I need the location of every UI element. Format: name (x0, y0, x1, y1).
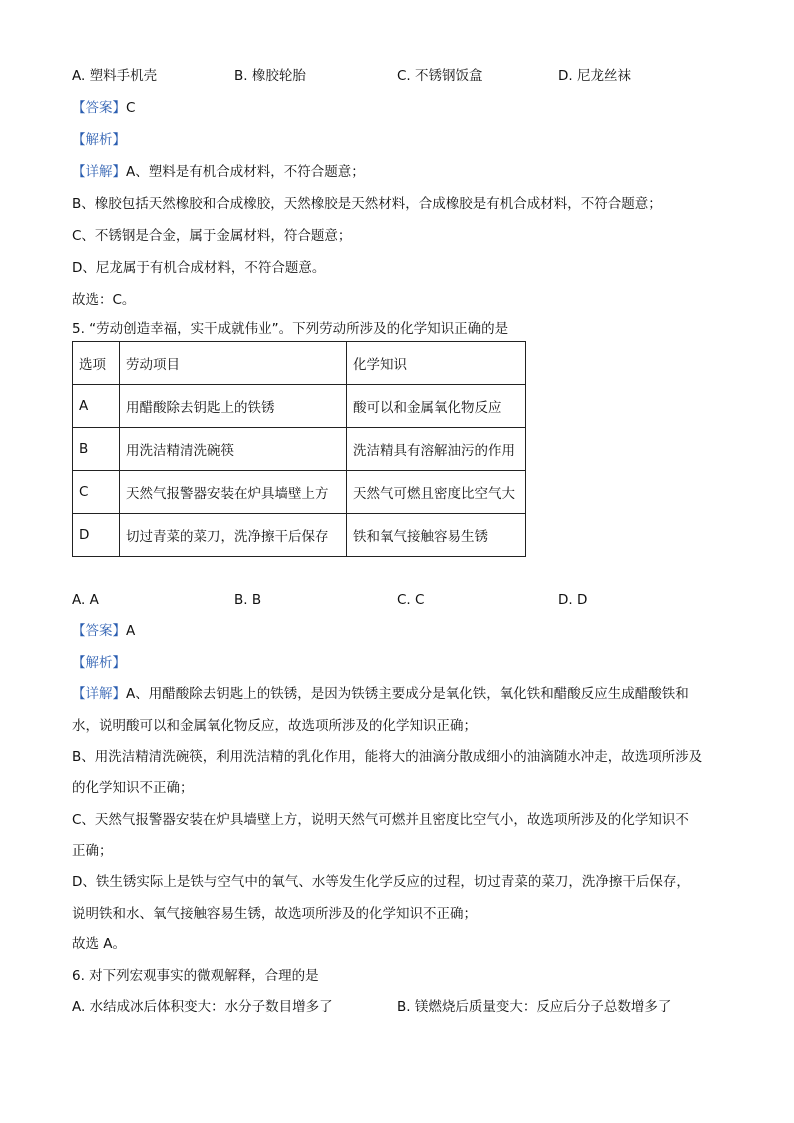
table-cell: 洗洁精具有溶解油污的作用 (347, 428, 526, 471)
q4-option-a: A. 塑料手机壳 (72, 68, 158, 84)
q5-answer (72, 622, 135, 640)
q5-detail-line: 水，说明酸可以和金属氧化物反应，故选项所涉及的化学知识正确； (72, 718, 477, 734)
answer-value: A (126, 623, 136, 639)
q5-detail-line: C、天然气报警器安装在炉具墙壁上方，说明天然气可燃并且密度比空气小，故选项所涉及的化学知识不 (72, 812, 689, 828)
table-cell: 酸可以和金属氧化物反应 (347, 385, 526, 428)
q5-conclusion: 故选 A。 (72, 936, 127, 952)
q5-option-c: C. C (397, 592, 425, 608)
table-header-cell: 化学知识 (347, 342, 526, 385)
table-row (73, 471, 526, 514)
q5-option-a: A. A (72, 592, 99, 608)
q5-stem: 5. “劳动创造幸福，实干成就伟业”。下列劳动所涉及的化学知识正确的是 (72, 321, 509, 337)
q5-detail-line: 正确； (72, 843, 113, 859)
answer-value: C (126, 100, 136, 116)
q6-stem: 6. 对下列宏观事实的微观解释，合理的是 (72, 968, 319, 984)
q4-detail-line: B、橡胶包括天然橡胶和合成橡胶，天然橡胶是天然材料，合成橡胶是有机合成材料，不符合题意； (72, 196, 662, 212)
q5-detail-line (72, 685, 689, 703)
q4-option-c: C. 不锈钢饭盒 (397, 68, 483, 84)
q5-detail-line: D、铁生锈实际上是铁与空气中的氧气、水等发生化学反应的过程，切过青菜的菜刀，洗净擦干后保存， (72, 874, 690, 890)
table-cell: 天然气可燃且密度比空气大 (347, 471, 526, 514)
q5-option-d: D. D (558, 592, 588, 608)
answer-label: 【答案】 (72, 100, 126, 116)
q6-option-a: A. 水结成冰后体积变大：水分子数目增多了 (72, 999, 333, 1015)
q4-conclusion: 故选：C。 (72, 292, 136, 308)
q6-option-b: B. 镁燃烧后质量变大：反应后分子总数增多了 (397, 999, 672, 1015)
table-header-cell: 选项 (73, 342, 120, 385)
q4-analysis-label: 【解析】 (72, 132, 126, 148)
q5-detail-line: B、用洗洁精清洗碗筷，利用洗洁精的乳化作用，能将大的油滴分散成细小的油滴随水冲走，故选项所涉及 (72, 749, 703, 765)
q5-analysis-label: 【解析】 (72, 655, 126, 671)
detail-label: 【详解】 (72, 164, 126, 180)
q5-table (72, 341, 526, 557)
table-cell: 切过青菜的菜刀，洗净擦干后保存 (120, 514, 347, 557)
table-header-row (73, 342, 526, 385)
q4-option-b: B. 橡胶轮胎 (234, 68, 306, 84)
q5-option-b: B. B (234, 592, 262, 608)
q4-option-d: D. 尼龙丝袜 (558, 68, 631, 84)
q4-detail-line: C、不锈钢是合金，属于金属材料，符合题意； (72, 228, 352, 244)
table-cell: 铁和氧气接触容易生锈 (347, 514, 526, 557)
q5-detail-line: 的化学知识不正确； (72, 780, 194, 796)
q4-answer (72, 99, 135, 117)
q4-detail-line (72, 163, 365, 181)
table-cell: B (73, 428, 120, 471)
table-row (73, 385, 526, 428)
detail-text: A、塑料是有机合成材料，不符合题意； (126, 164, 365, 180)
table-cell: 用洗洁精清洗碗筷 (120, 428, 347, 471)
table-cell: 天然气报警器安装在炉具墙壁上方 (120, 471, 347, 514)
answer-label: 【答案】 (72, 623, 126, 639)
detail-label: 【详解】 (72, 686, 126, 702)
q5-detail-line: 说明铁和水、氧气接触容易生锈，故选项所涉及的化学知识不正确； (72, 906, 477, 922)
table-row (73, 514, 526, 557)
table-cell: 用醋酸除去钥匙上的铁锈 (120, 385, 347, 428)
table-cell: A (73, 385, 120, 428)
table-header-cell: 劳动项目 (120, 342, 347, 385)
detail-text: A、用醋酸除去钥匙上的铁锈，是因为铁锈主要成分是氧化铁，氧化铁和醋酸反应生成醋酸铁和 (126, 686, 689, 702)
q4-detail-line: D、尼龙属于有机合成材料，不符合题意。 (72, 260, 326, 276)
table-row (73, 428, 526, 471)
table-cell: C (73, 471, 120, 514)
table-cell: D (73, 514, 120, 557)
